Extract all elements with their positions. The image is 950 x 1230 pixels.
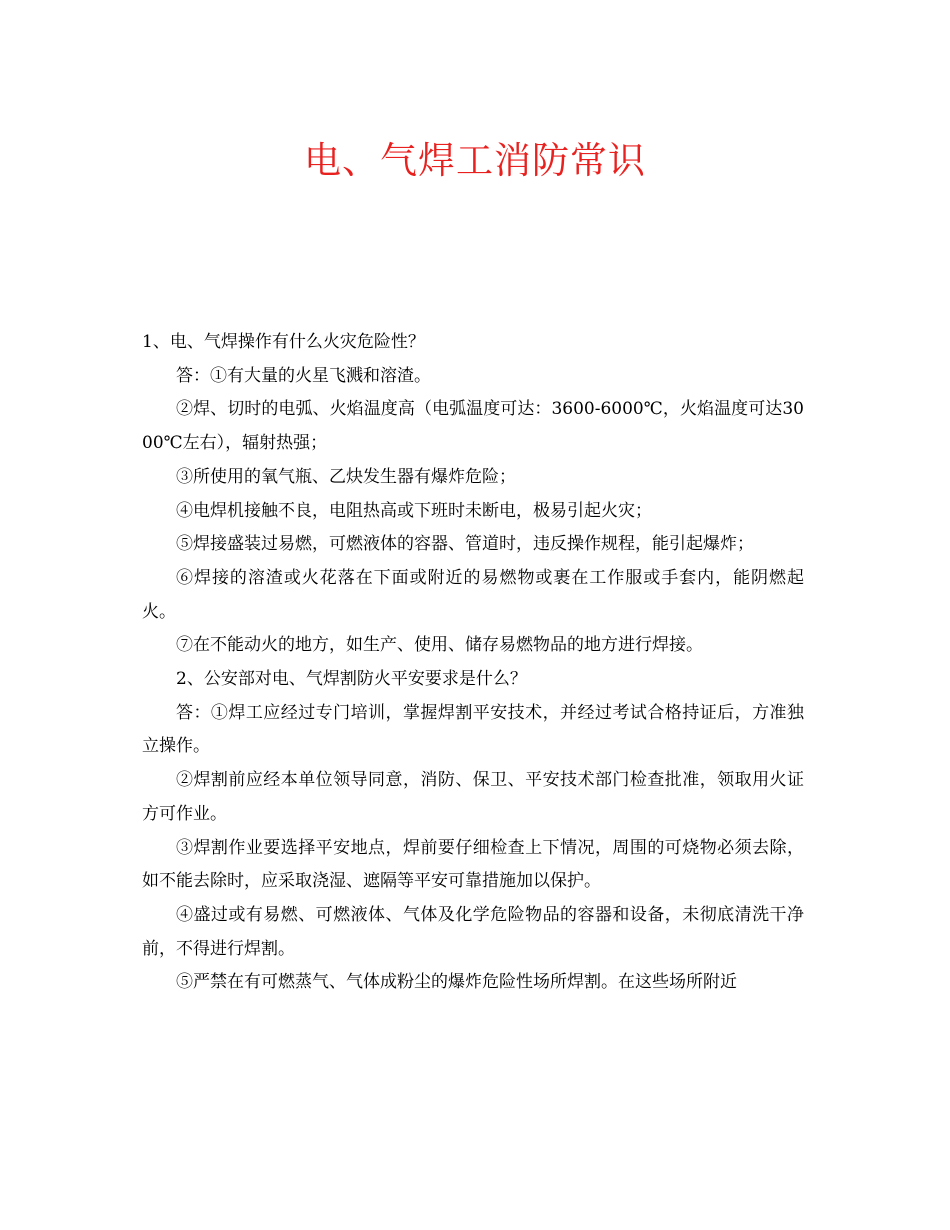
- paragraph: 答：①有大量的火星飞溅和溶渣。: [176, 365, 431, 386]
- document-title: 电、气焊工消防常识: [304, 139, 646, 182]
- paragraph: ②焊割前应经本单位领导同意，消防、保卫、平安技术部门检查批准，领取用火证方可作业。: [142, 770, 804, 824]
- paragraph: ③所使用的氧气瓶、乙炔发生器有爆炸危险；: [176, 466, 516, 487]
- document-body: [142, 326, 804, 1000]
- paragraph: ②焊、切时的电弧、火焰温度高（电弧温度可达：3600-6000℃，火焰温度可达3000℃左右），辐射热强；: [142, 399, 804, 454]
- paragraph: ⑤严禁在有可燃蒸气、气体成粉尘的爆炸危险性场所焊割。在这些场所附近: [176, 972, 737, 993]
- paragraph: ③焊割作业要选择平安地点，焊前要仔细检查上下情况，周围的可烧物必须去除，如不能去除时，应采取浇湿、遮隔等平安可靠措施加以保护。: [142, 837, 804, 892]
- paragraph: ⑦在不能动火的地方，如生产、使用、储存易燃物品的地方进行焊接。: [176, 635, 703, 656]
- paragraph: ⑤焊接盛装过易燃，可燃液体的容器、管道时，违反操作规程，能引起爆炸；: [176, 534, 754, 555]
- paragraph: ⑥焊接的溶渣或火花落在下面或附近的易燃物或裹在工作服或手套内，能阴燃起火。: [142, 567, 804, 622]
- paragraph: 1、电、气焊操作有什么火灾危险性？: [142, 332, 425, 352]
- paragraph: ④电焊机接触不良，电阻热高或下班时未断电，极易引起火灾；: [176, 500, 652, 521]
- paragraph: 答：①焊工应经过专门培训，掌握焊割平安技术，并经过考试合格持证后，方准独立操作。: [142, 702, 804, 757]
- paragraph: 2、公安部对电、气焊割防火平安要求是什么？: [176, 669, 527, 690]
- paragraph: ④盛过或有易燃、可燃液体、气体及化学危险物品的容器和设备，未彻底清洗干净前，不得进行焊割。: [142, 904, 804, 959]
